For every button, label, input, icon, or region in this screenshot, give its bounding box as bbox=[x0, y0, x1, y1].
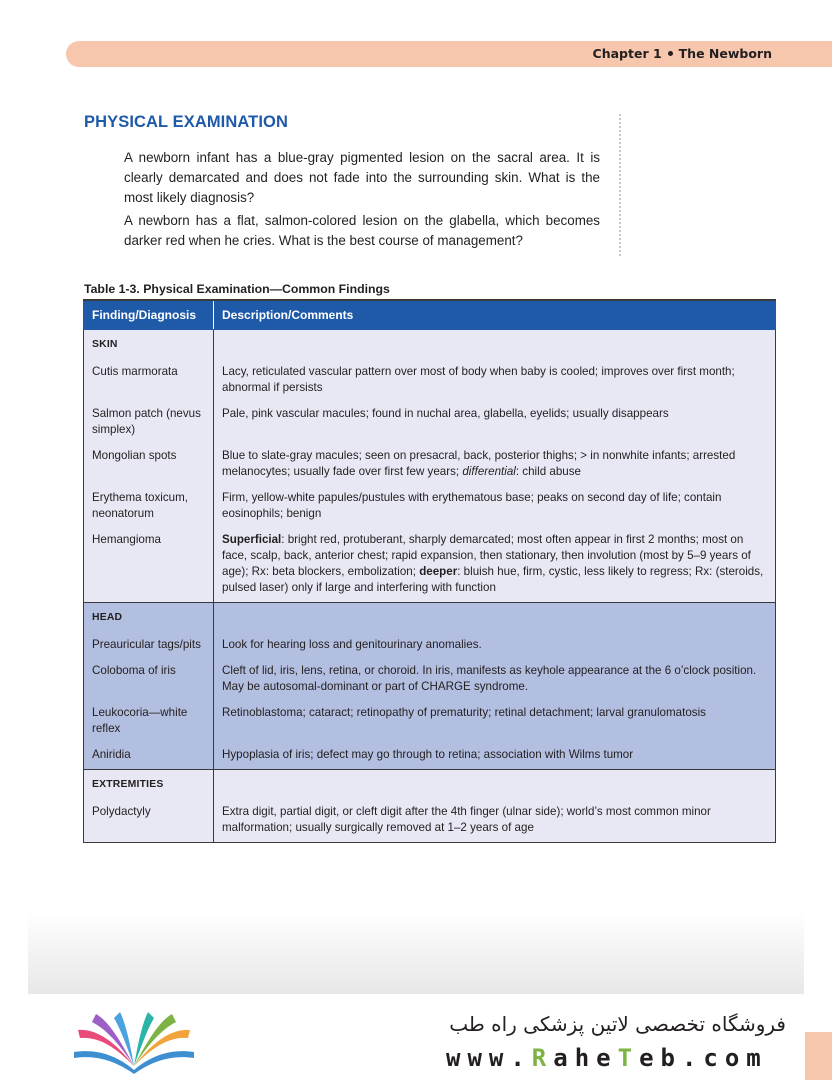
category-row bbox=[84, 330, 776, 357]
table-row bbox=[84, 697, 776, 739]
skin-section bbox=[84, 330, 776, 603]
finding-cell: Coloboma of iris bbox=[84, 655, 214, 697]
table-row bbox=[84, 482, 776, 524]
description-cell: Retinoblastoma; cataract; retinopathy of prematurity; retinal detachment; larval granulomatosis bbox=[214, 697, 776, 739]
description-cell: Lacy, reticulated vascular pattern over most of body when baby is cooled; improves over first month; abnormal if persists bbox=[214, 356, 776, 398]
url-letter-r: R bbox=[531, 1044, 554, 1072]
head-section bbox=[84, 603, 776, 770]
table-row bbox=[84, 356, 776, 398]
extremities-section bbox=[84, 770, 776, 843]
description-text: : bluish hue, firm, cystic, less likely to regress; Rx: (steroids, pulsed laser) only if large and interfering with function bbox=[222, 565, 764, 594]
table-row bbox=[84, 655, 776, 697]
url-mid: ahe bbox=[553, 1044, 618, 1072]
table-row bbox=[84, 524, 776, 603]
finding-cell: Polydactyly bbox=[84, 796, 214, 843]
chapter-section: The Newborn bbox=[678, 46, 772, 61]
table-row bbox=[84, 629, 776, 655]
question-1: A newborn infant has a blue-gray pigmented lesion on the sacral area. It is clearly demarcated and does not fade into the surrounding skin. What is the most likely diagnosis? bbox=[124, 150, 600, 205]
description-text: : bright red, protuberant, sharply demarcated; most often appear in first 2 months; most on face, scalp, back, anterior chest; rapid expansion, then stationary, then involution (most by 5–9 years of age); Rx: beta blockers, embolization; bbox=[222, 533, 751, 578]
table-row bbox=[84, 398, 776, 440]
category-row bbox=[84, 770, 776, 797]
category-label-extremities: EXTREMITIES bbox=[84, 770, 214, 797]
description-bold: Superficial bbox=[222, 533, 282, 546]
description-text: : child abuse bbox=[515, 465, 581, 478]
finding-cell: Preauricular tags/pits bbox=[84, 629, 214, 655]
chapter-header-bar bbox=[66, 41, 832, 67]
bullet-icon bbox=[668, 51, 673, 56]
dotted-divider bbox=[619, 114, 621, 256]
description-italic: differential bbox=[462, 465, 516, 478]
category-label-head: HEAD bbox=[84, 603, 214, 630]
description-cell: Firm, yellow-white papules/pustules with erythematous base; peaks on second day of life; contain eosinophils; benign bbox=[214, 482, 776, 524]
question-2: A newborn has a flat, salmon-colored lesion on the glabella, which becomes darker red when he cries. What is the best course of management? bbox=[124, 213, 600, 248]
description-cell: Hypoplasia of iris; defect may go through to retina; association with Wilms tumor bbox=[214, 739, 776, 770]
url-suffix: eb.com bbox=[639, 1044, 768, 1072]
open-book-logo-icon bbox=[70, 1008, 198, 1074]
description-cell: Extra digit, partial digit, or cleft digit after the 4th finger (ulnar side); world’s most common minor malformation; usually surgically removed at 1–2 years of age bbox=[214, 796, 776, 843]
table-row bbox=[84, 739, 776, 770]
column-header-description: Description/Comments bbox=[214, 300, 776, 330]
table-caption: Table 1-3. Physical Examination—Common Findings bbox=[84, 282, 390, 296]
description-cell: Cleft of lid, iris, lens, retina, or choroid. In iris, manifests as keyhole appearance at the 6 o’clock position. May be autosomal-dominant or part of CHARGE syndrome. bbox=[214, 655, 776, 697]
finding-cell: Salmon patch (nevus simplex) bbox=[84, 398, 214, 440]
section-title: PHYSICAL EXAMINATION bbox=[84, 113, 288, 131]
description-cell: Pale, pink vascular macules; found in nuchal area, glabella, eyelids; usually disappears bbox=[214, 398, 776, 440]
store-name-persian: فروشگاه تخصصی لاتین پزشکی راه طب bbox=[449, 1012, 786, 1036]
url-prefix: www. bbox=[446, 1044, 532, 1072]
website-url bbox=[446, 1044, 768, 1072]
finding-cell: Cutis marmorata bbox=[84, 356, 214, 398]
column-header-finding: Finding/Diagnosis bbox=[84, 300, 214, 330]
finding-cell: Erythema toxicum, neonatorum bbox=[84, 482, 214, 524]
table-header-row bbox=[84, 300, 776, 330]
finding-cell: Leukocoria—white reflex bbox=[84, 697, 214, 739]
findings-table bbox=[83, 299, 775, 843]
category-label-skin: SKIN bbox=[84, 330, 214, 357]
finding-cell: Hemangioma bbox=[84, 524, 214, 603]
chapter-header bbox=[593, 41, 772, 67]
finding-cell: Mongolian spots bbox=[84, 440, 214, 482]
description-cell bbox=[214, 524, 776, 603]
table-row bbox=[84, 440, 776, 482]
page-edge-tab bbox=[805, 1032, 832, 1080]
finding-cell: Aniridia bbox=[84, 739, 214, 770]
url-letter-t: T bbox=[617, 1044, 640, 1072]
description-bold: deeper bbox=[419, 565, 458, 578]
chapter-label: Chapter 1 bbox=[592, 46, 662, 61]
description-text: Blue to slate-gray macules; seen on presacral, back, posterior thighs; > in nonwhite infants; arrested melanocytes; usually fade over first few years; bbox=[222, 449, 736, 478]
description-cell bbox=[214, 440, 776, 482]
page-bottom-shadow bbox=[28, 912, 804, 994]
category-row bbox=[84, 603, 776, 630]
description-cell: Look for hearing loss and genitourinary anomalies. bbox=[214, 629, 776, 655]
table-row bbox=[84, 796, 776, 843]
